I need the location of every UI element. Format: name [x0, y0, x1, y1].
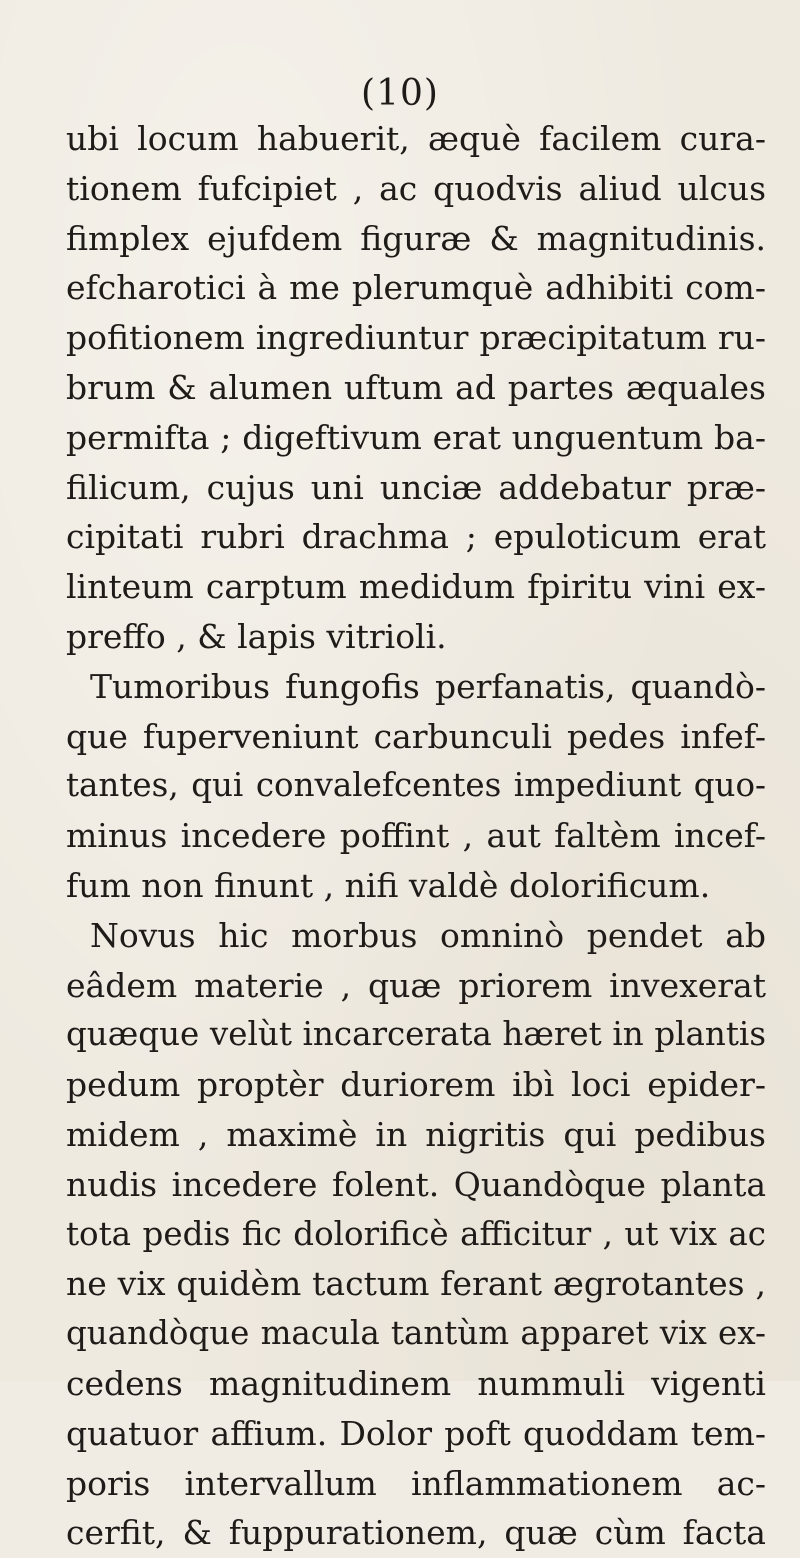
body-text	[66, 114, 766, 1558]
text-line: ne vix quidèm tactum ferant ægrotantes ,	[66, 1264, 766, 1304]
text-line: poris intervallum inflammationem ac-	[66, 1463, 766, 1503]
text-line: que fuperveniunt carbunculi pedes infef-	[66, 716, 766, 756]
text-line: fimplex ejufdem figuræ & magnitudinis.	[66, 218, 766, 258]
text-line: Tumoribus fungofis perfanatis, quandò-	[90, 666, 766, 706]
text-line: midem , maximè in nigritis qui pedibus	[66, 1114, 766, 1154]
text-line: eâdem materie , quæ priorem invexerat	[66, 965, 766, 1005]
text-line: preffo , & lapis vitrioli.	[66, 616, 447, 656]
text-line: filicum, cujus uni unciæ addebatur præ-	[66, 467, 766, 507]
text-line: brum & alumen uftum ad partes æquales	[66, 367, 766, 407]
text-line: linteum carptum medidum fpiritu vini ex-	[66, 567, 766, 607]
text-line: pofitionem ingrediuntur præcipitatum ru-	[66, 318, 766, 358]
text-line: cedens magnitudinem nummuli vigenti	[66, 1363, 766, 1403]
text-line: cerfit, & fuppurationem, quæ cùm facta	[66, 1513, 766, 1553]
text-line: tantes, qui convalefcentes impediunt quo-	[66, 766, 766, 805]
page-number: (10)	[361, 73, 439, 114]
text-line: Novus hic morbus omninò pendet ab	[90, 915, 766, 955]
text-line: efcharotici à me plerumquè adhibiti com-	[66, 268, 766, 308]
text-line: permifta ; digeftivum erat unguentum ba-	[66, 417, 766, 457]
text-line: pedum proptèr duriorem ibì loci epider-	[66, 1065, 766, 1105]
text-line: fum non finunt , nifi valdè dolorificum.	[66, 865, 711, 905]
text-line: quandòque macula tantùm apparet vix ex-	[66, 1314, 766, 1353]
text-line: minus incedere poffint , aut faltèm incef-	[66, 816, 766, 856]
text-line: tionem fufcipiet , ac quodvis aliud ulcus	[66, 168, 766, 208]
text-line: quæque velùt incarcerata hæret in plantis	[66, 1015, 766, 1054]
text-line: tota pedis fic dolorificè afficitur , ut vix ac	[66, 1214, 766, 1253]
text-line: cipitati rubri drachma ; epuloticum erat	[66, 517, 766, 557]
text-line: ubi locum habuerit, æquè facilem cura-	[66, 119, 766, 158]
text-line: nudis incedere folent. Quandòque planta	[66, 1164, 766, 1204]
text-line: quatuor affium. Dolor poft quoddam tem-	[66, 1413, 766, 1453]
